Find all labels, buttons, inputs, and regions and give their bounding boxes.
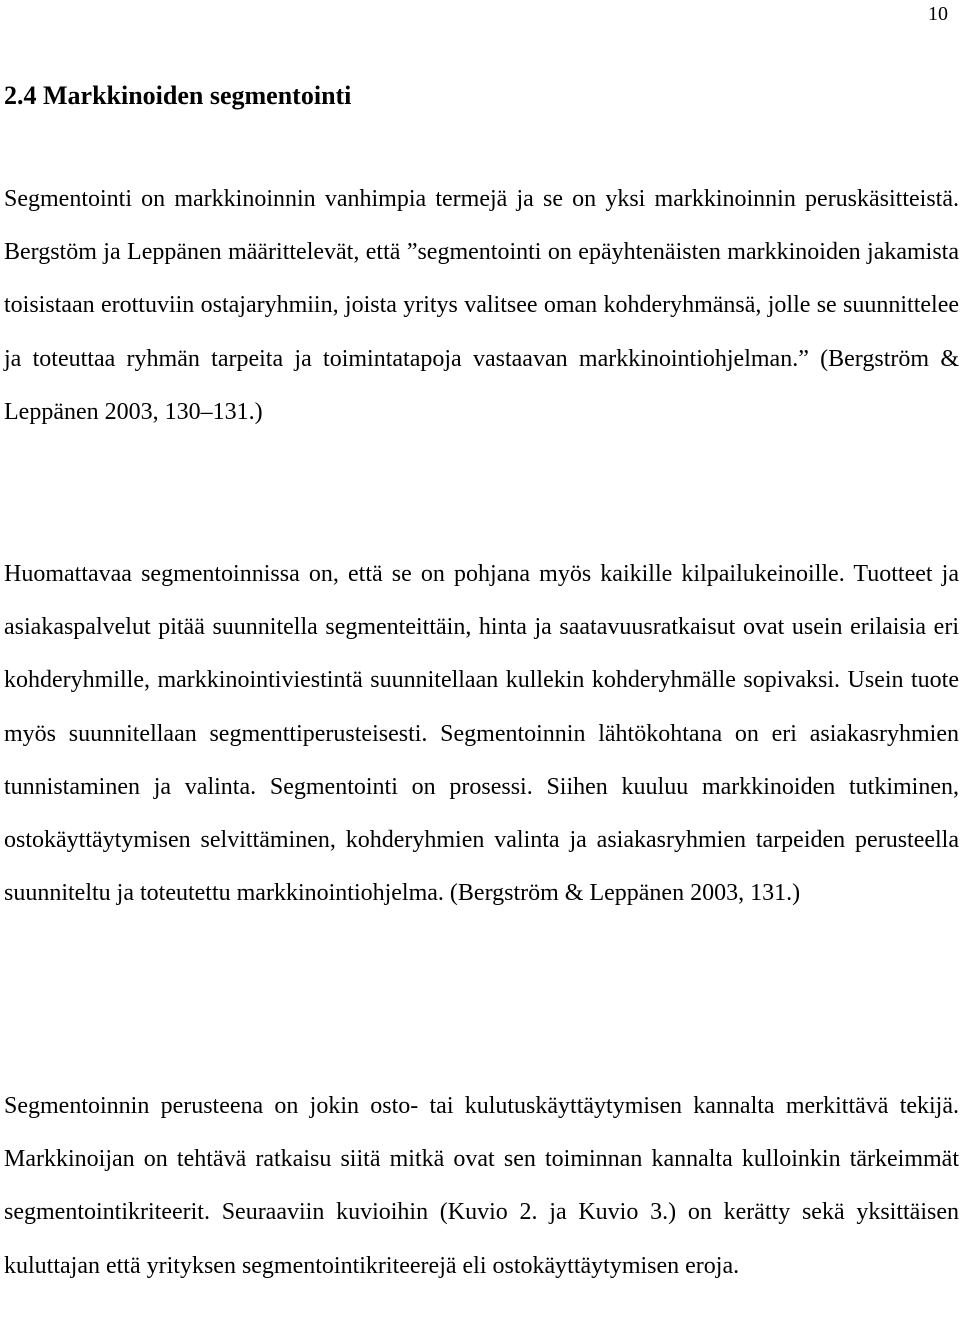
- body-paragraph-2: Huomattavaa segmentoinnissa on, että se on pohjana myös kaikille kilpailukeinoille. Tuotteet ja asiakaspalvelut pitää suunnitella segmenteittäin, hinta ja saatavuusratkaisut ovat usein erilaisia eri kohderyhmille, markkinointiviestintä suunnitellaan kullekin kohderyhmälle sopivaksi. Usein tuote myös suunnitellaan segmenttiperusteisesti. Segmentoinnin lähtökohtana on eri asiakasryhmien tunnistaminen ja valinta. Segmentointi on prosessi. Siihen kuuluu markkinoiden tutkiminen, ostokäyttäytymisen selvittäminen, kohderyhmien valinta ja asiakasryhmien tarpeiden perusteella suunniteltu ja toteutettu markkinointiohjelma. (Bergström & Leppänen 2003, 131.): [4, 561, 959, 907]
- body-paragraph-3: Segmentoinnin perusteena on jokin osto- tai kulutuskäyttäytymisen kannalta merkittävä tekijä. Markkinoijan on tehtävä ratkaisu siitä mitkä ovat sen toiminnan kannalta kulloinkin tärkeimmät segmentointikriteerit. Seuraaviin kuvioihin (Kuvio 2. ja Kuvio 3.) on kerätty sekä yksittäisen kuluttajan että yrityksen segmentointikriteerejä eli ostokäyttäytymisen eroja.: [4, 1093, 959, 1279]
- section-heading: 2.4 Markkinoiden segmentointi: [4, 81, 352, 110]
- page-number: 10: [928, 3, 948, 25]
- body-paragraph-1: Segmentointi on markkinoinnin vanhimpia termejä ja se on yksi markkinoinnin peruskäsitteistä. Bergstöm ja Leppänen määrittelevät, että ”segmentointi on epäyhtenäisten markkinoiden jakamista toisistaan erottuviin ostajaryhmiin, joista yritys valitsee oman kohderyhmänsä, jolle se suunnittelee ja toteuttaa ryhmän tarpeita ja toimintatapoja vastaavan markkinointiohjelman.” (Bergström & Leppänen 2003, 130–131.): [4, 186, 959, 425]
